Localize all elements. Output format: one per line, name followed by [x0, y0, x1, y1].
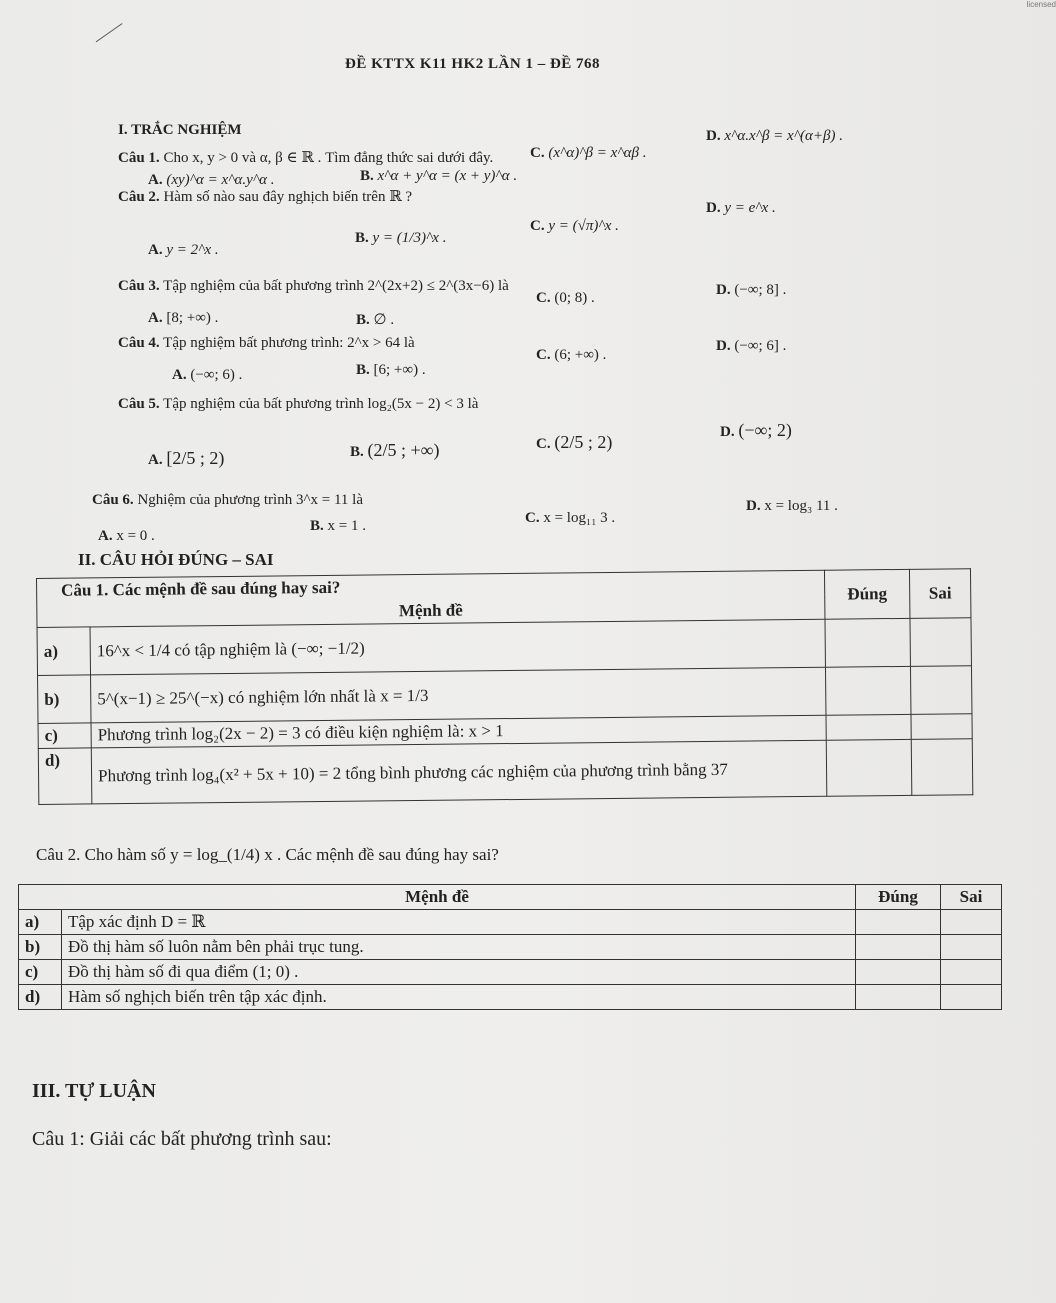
q3-option-d[interactable]: D. (−∞; 8] . — [716, 282, 787, 298]
true-cell[interactable] — [826, 714, 911, 740]
q6-option-c[interactable]: C. x = log₁₁ 3 . — [525, 510, 616, 526]
row-statement: 5^(x−1) ≥ 25^(−x) có nghiệm lớn nhất là x = 1/3 — [91, 667, 826, 723]
true-cell[interactable] — [856, 985, 941, 1010]
table-row — [19, 910, 1002, 935]
table-row — [19, 935, 1002, 960]
row-label: c) — [19, 960, 62, 985]
true-cell[interactable] — [856, 910, 941, 935]
table-2-header-sai: Sai — [941, 885, 1002, 910]
table-2-header-menh-de: Mệnh đề — [19, 885, 856, 910]
table-1-header-sai: Sai — [909, 569, 971, 619]
row-label: a) — [37, 627, 90, 676]
pencil-mark — [96, 23, 137, 62]
row-label: b) — [38, 675, 91, 724]
q6-option-d[interactable]: D. x = log₃ 11 . — [746, 498, 838, 514]
question-4: Câu 4. Tập nghiệm bất phương trình: 2^x > 64 là — [118, 335, 415, 351]
false-cell[interactable] — [941, 910, 1002, 935]
row-label: c) — [38, 723, 91, 749]
q1-option-d[interactable]: D. x^α.x^β = x^(α+β) . — [706, 128, 843, 144]
q3-option-b[interactable]: B. ∅ . — [356, 312, 395, 328]
false-cell[interactable] — [911, 714, 972, 740]
row-statement: Tập xác định D = ℝ — [62, 910, 856, 935]
essay-question-1: Câu 1: Giải các bất phương trình sau: — [32, 1128, 332, 1150]
row-label: d) — [19, 985, 62, 1010]
row-statement: Đồ thị hàm số đi qua điểm (1; 0) . — [62, 960, 856, 985]
section-2-title: II. CÂU HỎI ĐÚNG – SAI — [78, 550, 274, 569]
q2-option-b[interactable]: B. y = (1/3)^x . — [355, 230, 447, 246]
q1-option-c[interactable]: C. (x^α)^β = x^αβ . — [530, 145, 647, 161]
true-false-table-1 — [36, 568, 973, 805]
row-label: d) — [38, 748, 92, 805]
q6-option-a[interactable]: A. x = 0 . — [98, 528, 155, 544]
exam-title: ĐỀ KTTX K11 HK2 LẦN 1 – ĐỀ 768 — [345, 56, 601, 72]
q5-option-d[interactable]: D. (−∞; 2) — [720, 420, 792, 440]
row-statement: 16^x < 1/4 có tập nghiệm là (−∞; −1/2) — [90, 619, 825, 675]
question-1: Câu 1. Cho x, y > 0 và α, β ∈ ℝ . Tìm đẳng thức sai dưới đây. — [118, 150, 494, 166]
q3-option-a[interactable]: A. [8; +∞) . — [148, 310, 219, 326]
false-cell[interactable] — [910, 618, 971, 667]
row-statement: Phương trình log₂(2x − 2) = 3 có điều kiện nghiệm là: x > 1 — [91, 715, 826, 748]
false-cell[interactable] — [911, 739, 973, 796]
false-cell[interactable] — [941, 960, 1002, 985]
question-6: Câu 6. Nghiệm của phương trình 3^x = 11 là — [92, 492, 363, 508]
row-statement: Hàm số nghịch biến trên tập xác định. — [62, 985, 856, 1010]
table-row — [19, 985, 1002, 1010]
row-statement: Đồ thị hàm số luôn nằm bên phải trục tung. — [62, 935, 856, 960]
q4-option-b[interactable]: B. [6; +∞) . — [356, 362, 426, 378]
q5-option-b[interactable]: B. (2/5 ; +∞) — [350, 440, 440, 460]
row-label: b) — [19, 935, 62, 960]
table-row — [19, 960, 1002, 985]
true-cell[interactable] — [826, 739, 912, 796]
q4-option-d[interactable]: D. (−∞; 6] . — [716, 338, 787, 354]
true-false-table-2 — [18, 884, 1002, 1010]
false-cell[interactable] — [941, 935, 1002, 960]
table-2-header-dung: Đúng — [856, 885, 941, 910]
q1-option-a[interactable]: A. (xy)^α = x^α.y^α . — [148, 172, 275, 188]
table-1-header-menh-de: Mệnh đề — [37, 595, 825, 628]
q4-option-a[interactable]: A. (−∞; 6) . — [172, 367, 243, 383]
corner-stamp: licensed — [1026, 0, 1056, 9]
q5-option-a[interactable]: A. [2/5 ; 2) — [148, 448, 225, 468]
true-cell[interactable] — [856, 960, 941, 985]
true-cell[interactable] — [825, 666, 910, 715]
question-2: Câu 2. Hàm số nào sau đây nghịch biến trên ℝ ? — [118, 189, 413, 205]
table-row — [38, 739, 973, 805]
false-cell[interactable] — [910, 666, 971, 715]
true-cell[interactable] — [856, 935, 941, 960]
q5-option-c[interactable]: C. (2/5 ; 2) — [536, 432, 613, 452]
q1-option-b[interactable]: B. x^α + y^α = (x + y)^α . — [360, 168, 518, 184]
section-1-title: I. TRẮC NGHIỆM — [118, 122, 242, 138]
q2-option-a[interactable]: A. y = 2^x . — [148, 242, 219, 258]
row-label: a) — [19, 910, 62, 935]
table-1-caption: Câu 1. Các mệnh đề sau đúng hay sai? — [37, 570, 825, 603]
row-statement: Phương trình log₄(x² + 5x + 10) = 2 tổng bình phương các nghiệm của phương trình bằng 37 — [91, 740, 827, 804]
table-1-header-dung: Đúng — [824, 569, 910, 619]
q2-option-d[interactable]: D. y = e^x . — [706, 200, 776, 216]
q6-option-b[interactable]: B. x = 1 . — [310, 518, 366, 534]
section-3-title: III. TỰ LUẬN — [32, 1080, 156, 1102]
question-2-caption: Câu 2. Cho hàm số y = log_(1/4) x . Các mệnh đề sau đúng hay sai? — [36, 845, 499, 864]
question-5: Câu 5. Tập nghiệm của bất phương trình log₂(5x − 2) < 3 là — [118, 396, 479, 412]
q4-option-c[interactable]: C. (6; +∞) . — [536, 347, 607, 363]
true-cell[interactable] — [825, 618, 910, 667]
question-3: Câu 3. Tập nghiệm của bất phương trình 2^(2x+2) ≤ 2^(3x−6) là — [118, 278, 509, 294]
false-cell[interactable] — [941, 985, 1002, 1010]
q2-option-c[interactable]: C. y = (√π)^x . — [530, 218, 619, 234]
q3-option-c[interactable]: C. (0; 8) . — [536, 290, 595, 306]
